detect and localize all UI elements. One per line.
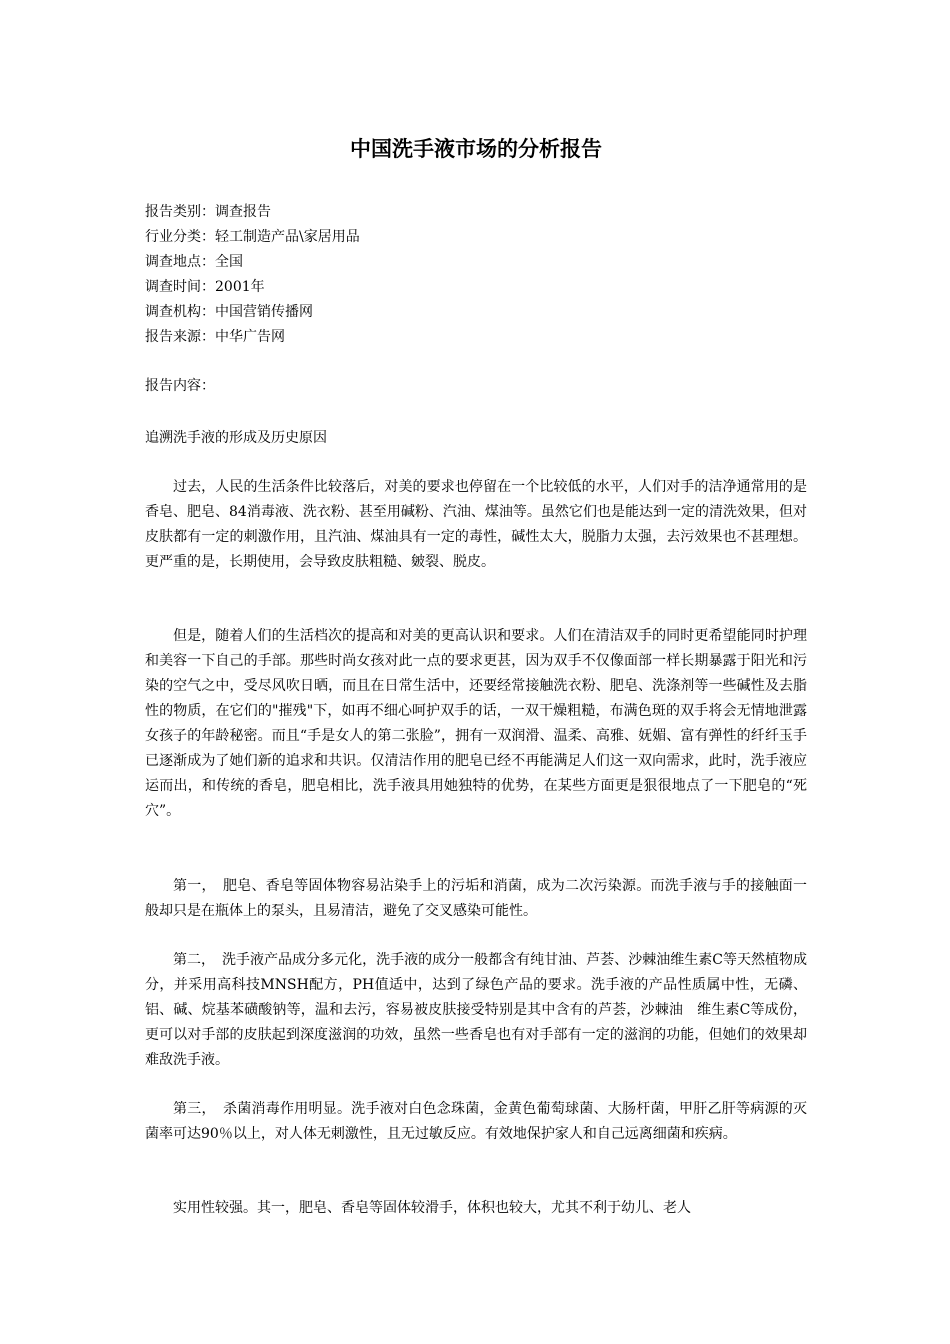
paragraph-third-advantage: 第三， 杀菌消毒作用明显。洗手液对白色念珠菌，金黄色葡萄球菌、大肠杆菌，甲肝乙肝等病源的灭菌率可达90％以上，对人体无刺激性，且无过敏反应。有效地保护家人和自己远离细菌和疾病。 xyxy=(145,1101,807,1142)
meta-value: 中华广告网 xyxy=(215,329,285,345)
meta-value: 全国 xyxy=(215,254,243,270)
meta-label: 调查地点： xyxy=(145,254,215,270)
meta-value: 中国营销传播网 xyxy=(215,304,313,320)
paragraph-history: 过去，人民的生活条件比较落后，对美的要求也停留在一个比较低的水平，人们对手的洁净通常用的是香皂、肥皂、84消毒液、洗衣粉、甚至用碱粉、汽油、煤油等。虽然它们也是能达到一定的清洗效果，但对皮肤都有一定的刺激作用，且汽油、煤油具有一定的毒性，碱性太大，脱脂力太强，去污效果也不甚理想。更严重的是，长期使用，会导致皮肤粗糙、皴裂、脱皮。 xyxy=(145,479,807,570)
meta-category xyxy=(145,200,807,225)
section-heading: 追溯洗手液的形成及历史原因 xyxy=(145,430,327,446)
document-title: 中国洗手液市场的分析报告 xyxy=(350,136,602,161)
meta-label: 报告来源： xyxy=(145,329,215,345)
meta-label: 行业分类： xyxy=(145,229,215,245)
paragraph-practicality: 实用性较强。其一，肥皂、香皂等固体较滑手，体积也较大，尤其不利于幼儿、老人 xyxy=(173,1200,691,1216)
meta-location xyxy=(145,250,807,275)
meta-date xyxy=(145,275,807,300)
report-meta xyxy=(145,200,807,350)
paragraph-second-advantage: 第二， 洗手液产品成分多元化，洗手液的成分一般都含有纯甘油、芦荟、沙棘油维生素C等天然植物成分，并采用高科技MNSH配方，PH值适中，达到了绿色产品的要求。洗手液的产品性质属中性，无磷、铝、碱、烷基苯磺酸钠等，温和去污，容易被皮肤接受特别是其中含有的芦荟，沙棘油 维生素C等成份，更可以对手部的皮肤起到深度滋润的功效，虽然一些香皂也有对手部有一定的滋润的功能，但她们的效果却难敌洗手液。 xyxy=(145,952,807,1068)
meta-label: 调查时间： xyxy=(145,279,215,295)
meta-value: 2001年 xyxy=(215,279,265,295)
content-label: 报告内容： xyxy=(145,378,215,394)
meta-label: 调查机构： xyxy=(145,304,215,320)
paragraph-demand: 但是，随着人们的生活档次的提高和对美的更高认识和要求。人们在清洁双手的同时更希望能同时护理和美容一下自己的手部。那些时尚女孩对此一点的要求更甚，因为双手不仅像面部一样长期暴露于阳光和污染的空气之中，受尽风吹日晒，而且在日常生活中，还要经常接触洗衣粉、肥皂、洗涤剂等一些碱性及去脂性的物质，在它们的"摧残"下，如再不细心呵护双手的话，一双干燥粗糙，布满色斑的双手将会无情地泄露女孩子的年龄秘密。而且“手是女人的第二张脸”，拥有一双润滑、温柔、高雅、妩媚、富有弹性的纤纤玉手已逐渐成为了她们新的追求和共识。仅清洁作用的肥皂已经不再能满足人们这一双向需求，此时，洗手液应运而出，和传统的香皂，肥皂相比，洗手液具用她独特的优势，在某些方面更是狠很地点了一下肥皂的“死穴”。 xyxy=(145,628,807,819)
meta-industry xyxy=(145,225,807,250)
meta-value: 调查报告 xyxy=(215,204,271,220)
paragraph-first-advantage: 第一， 肥皂、香皂等固体物容易沾染手上的污垢和消菌，成为二次污染源。而洗手液与手的接触面一般却只是在瓶体上的泵头，且易清洁，避免了交叉感染可能性。 xyxy=(145,878,807,919)
meta-value: 轻工制造产品\家居用品 xyxy=(215,229,360,245)
meta-agency xyxy=(145,300,807,325)
meta-source xyxy=(145,325,807,350)
meta-label: 报告类别： xyxy=(145,204,215,220)
